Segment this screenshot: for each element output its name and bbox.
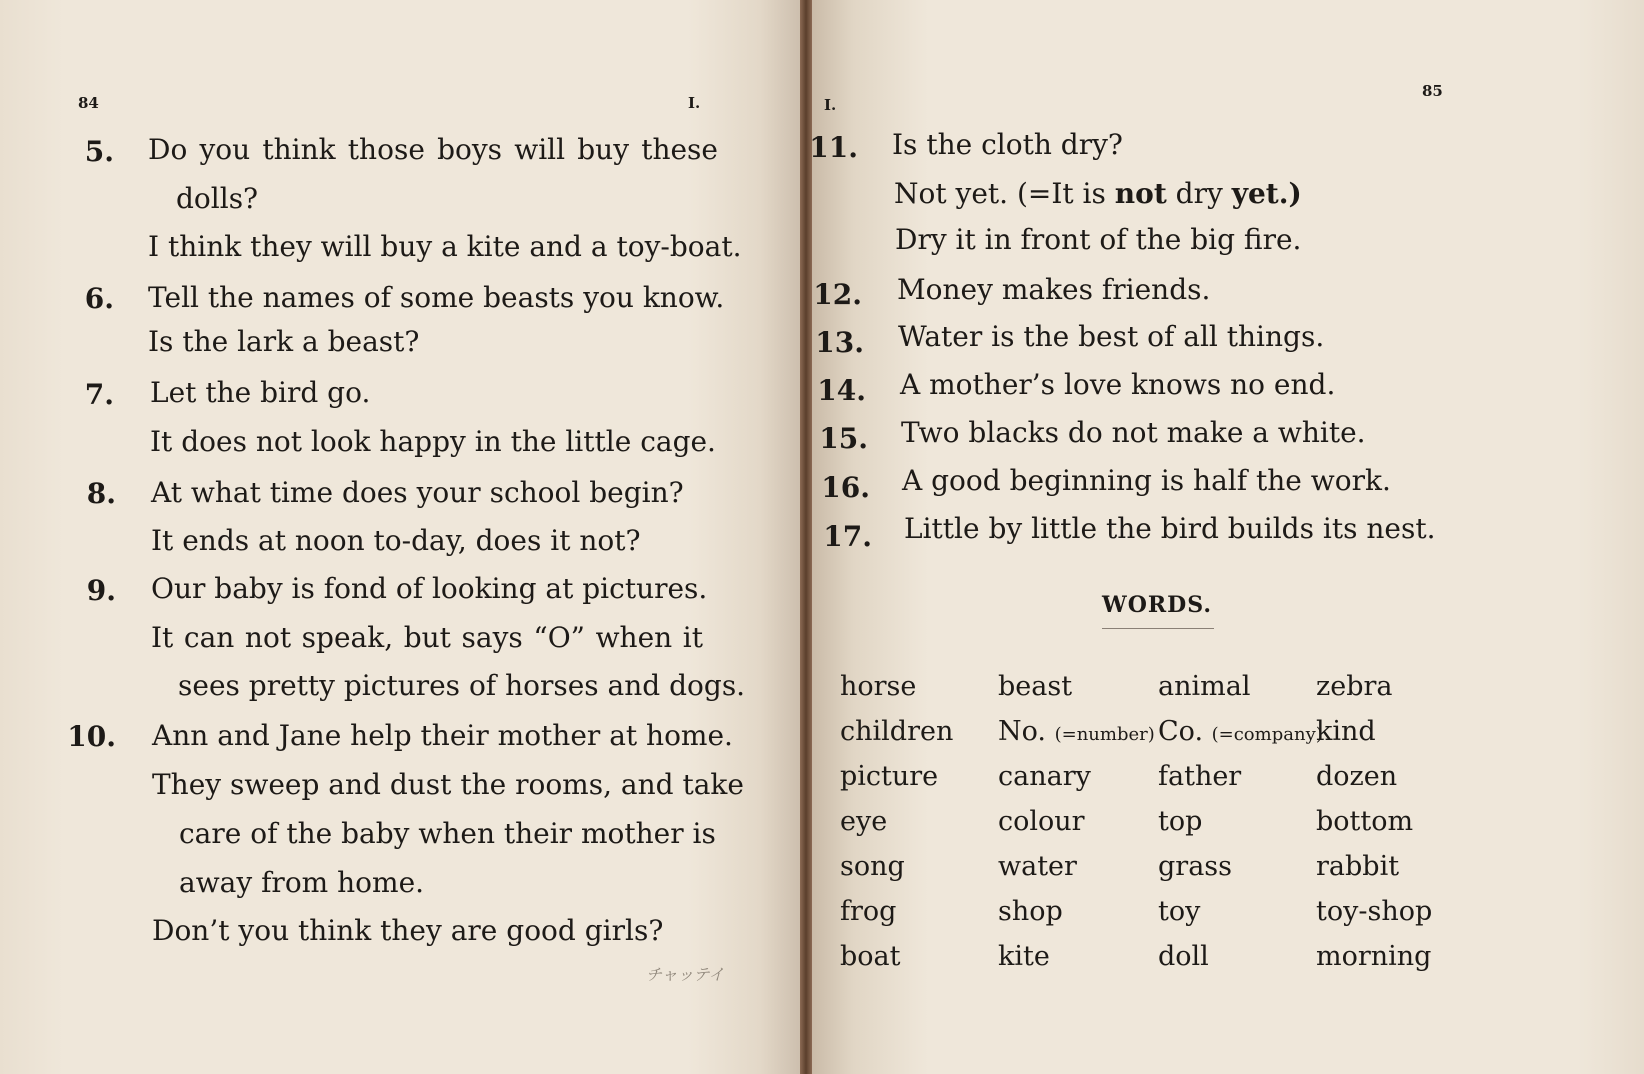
item-number: 13.: [815, 326, 864, 359]
words-heading: WORDS.: [1102, 592, 1212, 618]
item-line: It ends at noon to-day, does it not?: [151, 524, 641, 557]
word: father: [1158, 761, 1242, 792]
word: beast: [998, 671, 1073, 702]
word: animal: [1158, 671, 1251, 702]
word: song: [840, 851, 905, 882]
signature-mark-left: I.: [688, 94, 701, 112]
item-line-bold: yet.): [1231, 177, 1302, 210]
left-page: [0, 0, 800, 1074]
word: kite: [998, 941, 1050, 972]
item-number: 17.: [823, 520, 872, 553]
word-note: (=number): [1054, 724, 1155, 745]
word: grass: [1158, 851, 1232, 882]
item-line: Water is the best of all things.: [898, 320, 1325, 353]
item-line: Is the cloth dry?: [892, 128, 1123, 161]
item-line-bold: not: [1114, 177, 1167, 210]
item-number: 15.: [819, 422, 868, 455]
word-with-note: [1158, 709, 1323, 754]
item-line-part: dry: [1175, 177, 1223, 210]
item-line: [894, 169, 1302, 218]
item-number: 9.: [86, 574, 116, 607]
item-line: Two blacks do not make a white.: [901, 416, 1366, 449]
item-line: Our baby is fond of looking at pictures.: [151, 572, 708, 605]
item-line: Let the bird go.: [150, 376, 371, 409]
word: zebra: [1316, 671, 1393, 702]
word: kind: [1316, 716, 1376, 747]
words-column-3: [1158, 664, 1323, 979]
word: Co.: [1158, 716, 1204, 747]
item-line: It does not look happy in the little cage.: [150, 425, 716, 458]
item-number: 12.: [813, 278, 862, 311]
word: toy: [1158, 896, 1201, 927]
item-line: care of the baby when their mother is: [179, 817, 716, 850]
heading-underline: [1102, 628, 1214, 629]
item-number: 10.: [67, 720, 116, 753]
word: shop: [998, 896, 1063, 927]
item-line: Dry it in front of the big fire.: [895, 223, 1302, 256]
item-line: At what time does your school begin?: [151, 476, 684, 509]
word: top: [1158, 806, 1203, 837]
word: horse: [840, 671, 917, 702]
item-line: Is the lark a beast?: [148, 325, 420, 358]
word: canary: [998, 761, 1091, 792]
word: rabbit: [1316, 851, 1400, 882]
words-column-1: [840, 664, 1000, 979]
word-with-note: [998, 709, 1158, 754]
page-number-left: 84: [78, 94, 99, 112]
item-line: Ann and Jane help their mother at home.: [152, 719, 733, 752]
word: water: [998, 851, 1077, 882]
word: doll: [1158, 941, 1209, 972]
item-line: It can not speak, but says “O” when it: [151, 621, 703, 654]
item-line: Do you think those boys will buy these: [148, 133, 718, 166]
item-line: Money makes friends.: [897, 273, 1211, 306]
item-number: 8.: [86, 477, 116, 510]
word: toy-shop: [1316, 896, 1433, 927]
signature-mark-right: I.: [824, 96, 837, 114]
item-line: Little by little the bird builds its nest.: [904, 512, 1436, 545]
word: eye: [840, 806, 888, 837]
word: boat: [840, 941, 901, 972]
word: dozen: [1316, 761, 1398, 792]
word: picture: [840, 761, 939, 792]
word: children: [840, 716, 954, 747]
page-number-right: 85: [1422, 82, 1443, 100]
word: No.: [998, 716, 1046, 747]
right-page: [809, 0, 1644, 1074]
item-line: I think they will buy a kite and a toy-boat.: [148, 230, 742, 263]
item-number: 7.: [84, 378, 114, 411]
item-line: They sweep and dust the rooms, and take: [152, 768, 744, 801]
word: colour: [998, 806, 1085, 837]
item-line-part: Not yet. (=It is: [894, 177, 1106, 210]
pencil-annotation: チャッテイ: [646, 965, 725, 984]
item-line: Don’t you think they are good girls?: [152, 914, 664, 947]
word-note: (=company): [1211, 724, 1323, 745]
word: frog: [840, 896, 897, 927]
item-line: away from home.: [179, 866, 425, 899]
item-line: dolls?: [176, 182, 259, 215]
item-number: 11.: [809, 131, 858, 164]
item-line: sees pretty pictures of horses and dogs.: [178, 669, 746, 702]
item-number: 16.: [821, 471, 870, 504]
word: morning: [1316, 941, 1432, 972]
item-line: A good beginning is half the work.: [902, 464, 1391, 497]
words-column-2: [998, 664, 1158, 979]
words-column-4: [1316, 664, 1476, 979]
item-number: 6.: [84, 282, 114, 315]
item-number: 5.: [84, 135, 114, 168]
item-line: A mother’s love knows no end.: [900, 368, 1336, 401]
word: bottom: [1316, 806, 1414, 837]
item-line: Tell the names of some beasts you know.: [148, 281, 725, 314]
item-number: 14.: [817, 374, 866, 407]
